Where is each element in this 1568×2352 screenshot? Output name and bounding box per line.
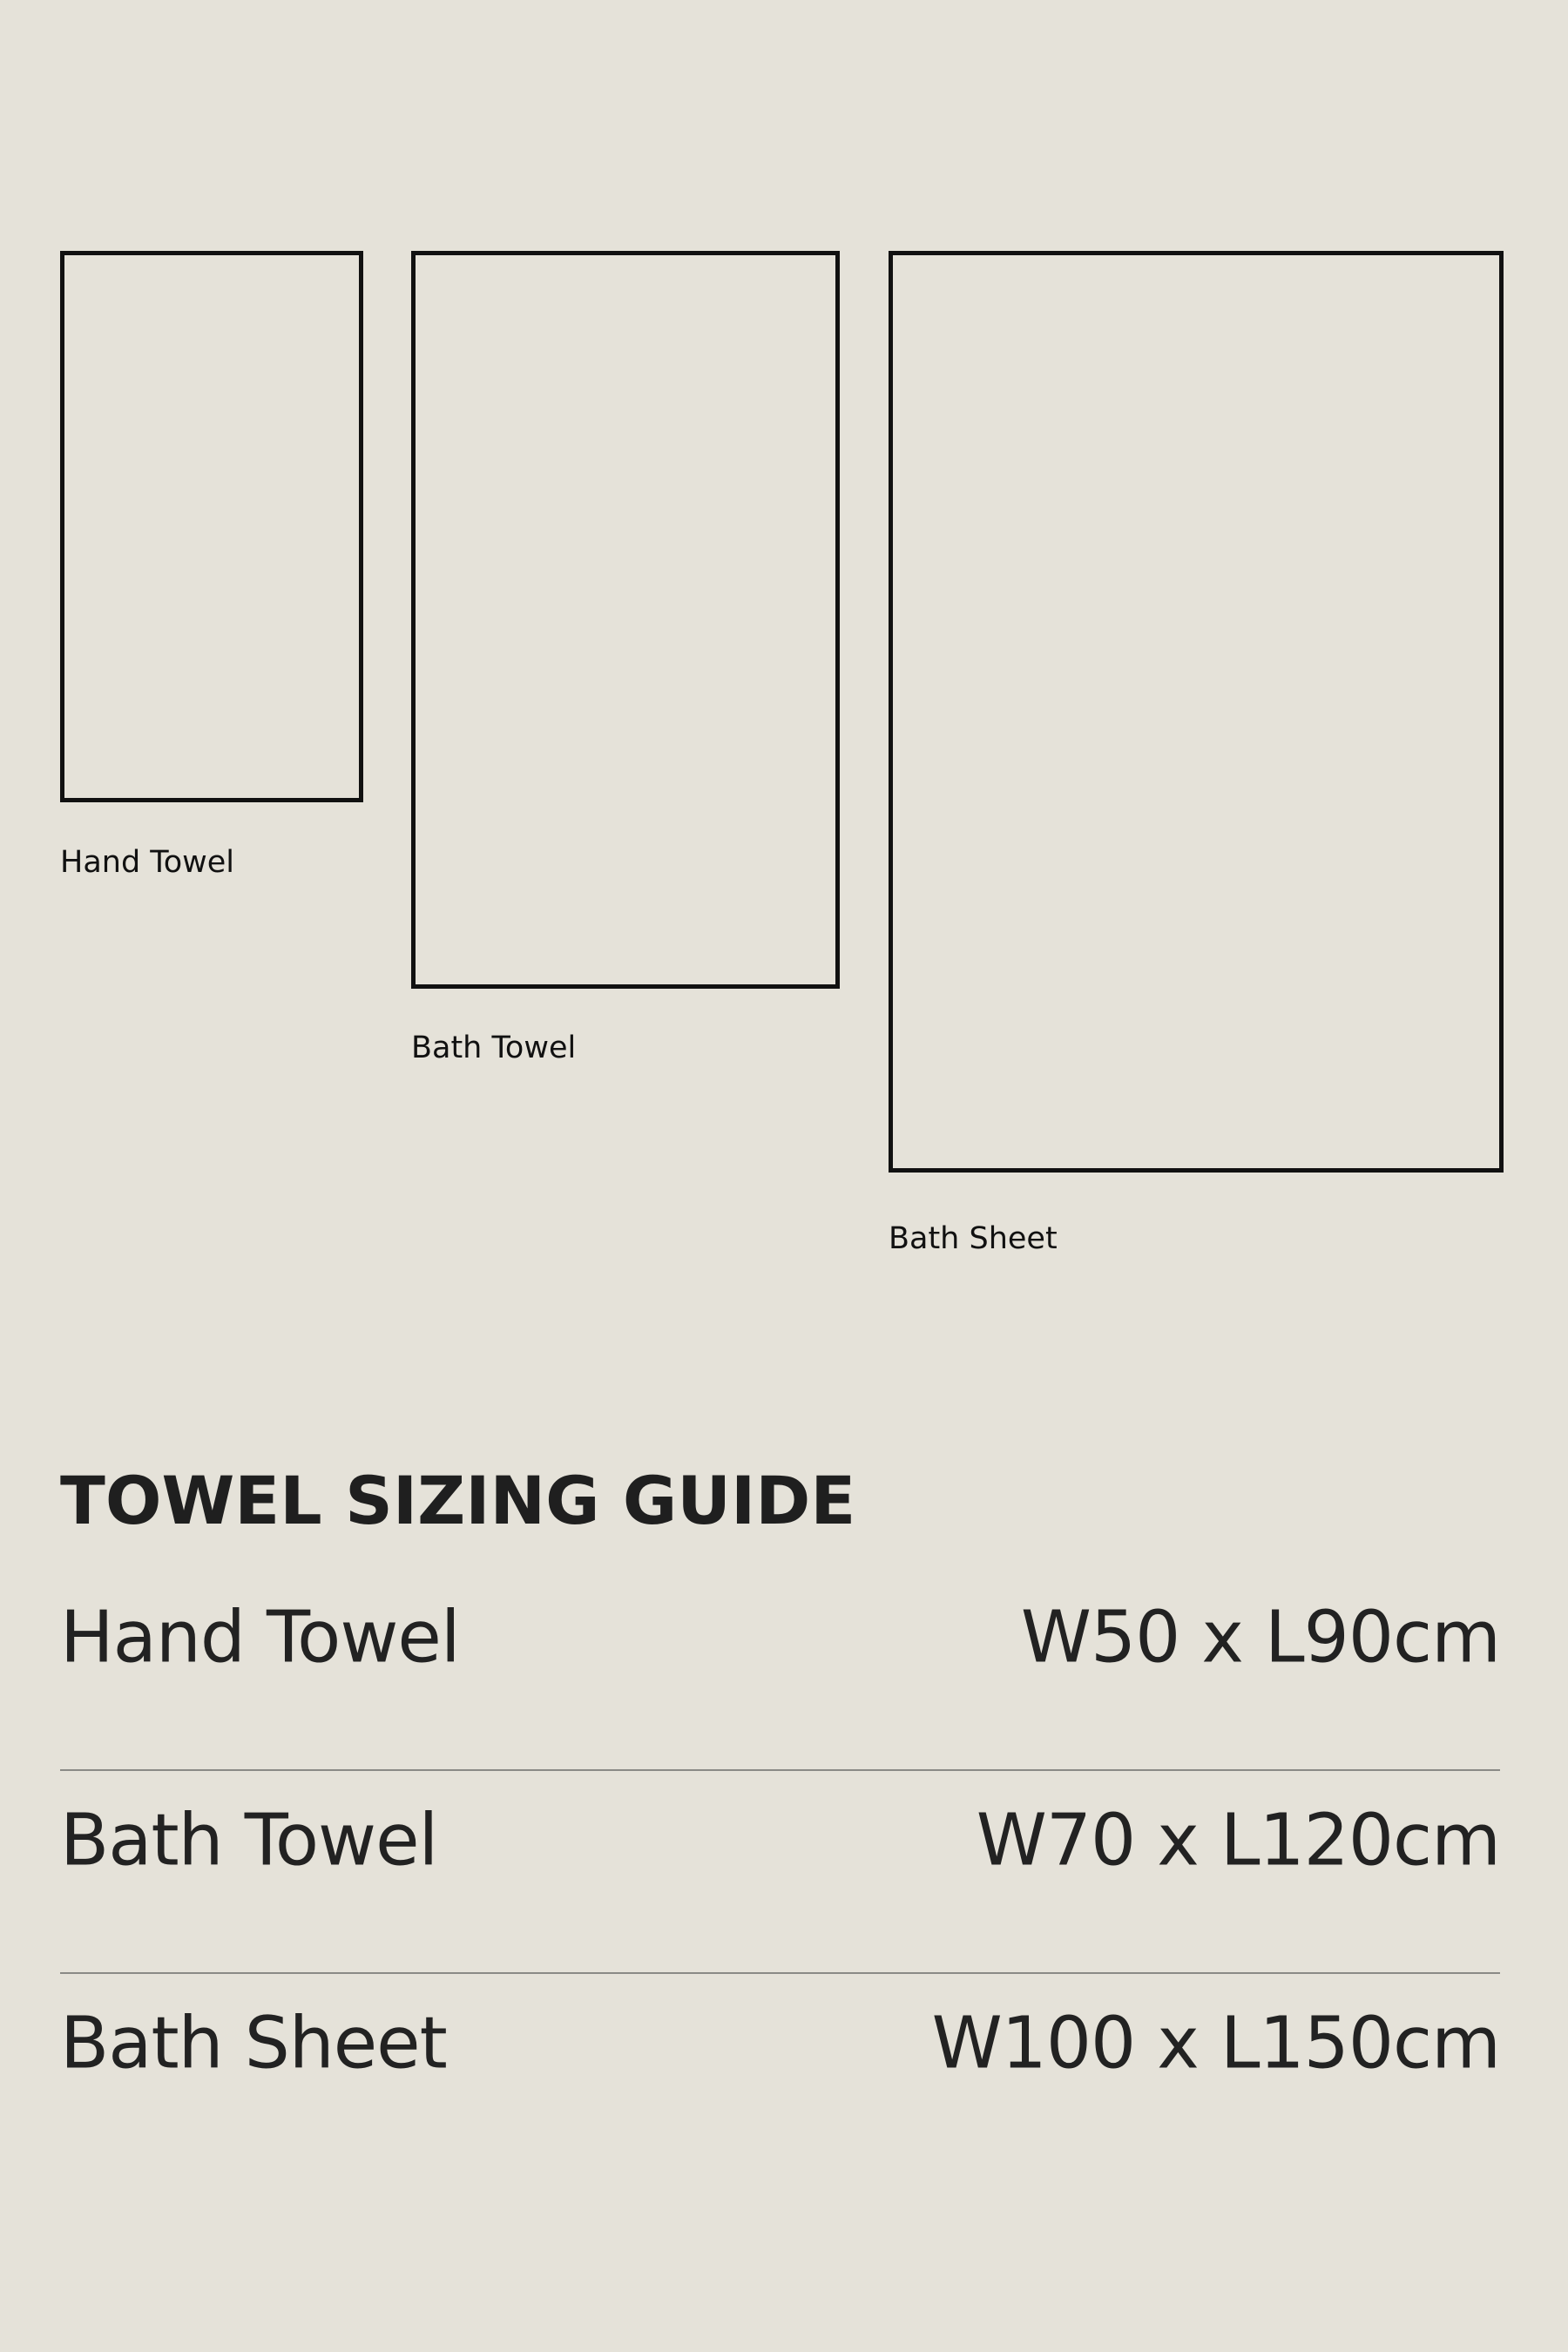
bath-towel-caption: Bath Towel [411, 1031, 577, 1065]
size-row-dimensions: W50 x L90cm [1020, 1596, 1500, 1680]
size-row-dimensions: W100 x L150cm [931, 2002, 1500, 2085]
size-table [60, 1568, 1500, 2177]
guide-title: TOWEL SIZING GUIDE [60, 1462, 856, 1539]
size-row-hand-towel [60, 1568, 1500, 1771]
hand-towel-caption: Hand Towel [60, 845, 235, 880]
bath-sheet-caption: Bath Sheet [889, 1221, 1058, 1256]
size-row-bath-sheet [60, 1974, 1500, 2177]
bath-towel-outline [411, 251, 840, 989]
size-row-dimensions: W70 x L120cm [976, 1799, 1500, 1882]
size-row-name: Hand Towel [60, 1596, 460, 1680]
hand-towel-outline [60, 251, 363, 802]
bath-sheet-outline [889, 251, 1504, 1173]
size-row-name: Bath Towel [60, 1799, 438, 1882]
size-row-name: Bath Sheet [60, 2002, 447, 2085]
size-row-bath-towel [60, 1771, 1500, 1974]
